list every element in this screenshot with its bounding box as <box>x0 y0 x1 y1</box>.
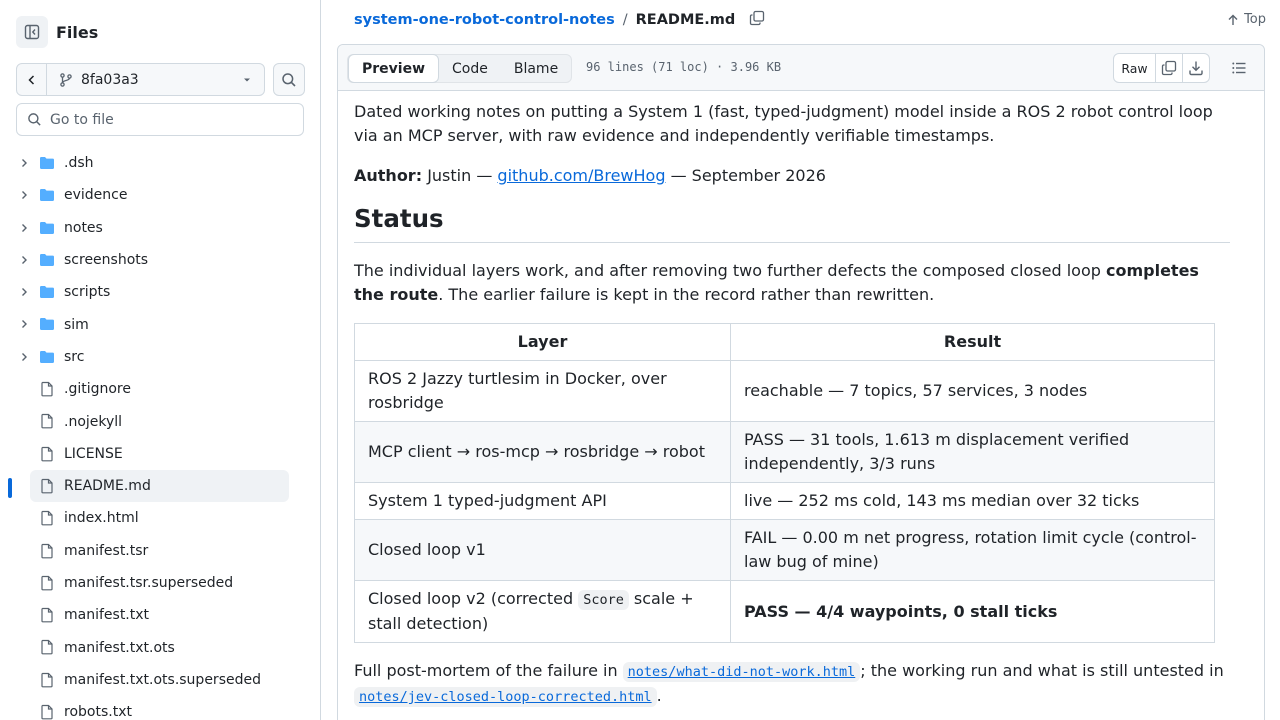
readme-content <box>354 100 1230 720</box>
folder-icon <box>39 155 55 171</box>
tree-file-item[interactable] <box>0 631 320 663</box>
result-cell: reachable — 7 topics, 57 services, 3 nodes <box>731 361 1215 422</box>
postmortem-text: . <box>656 686 662 705</box>
branch-back-button[interactable] <box>17 64 47 95</box>
list-unordered-icon <box>1231 60 1247 76</box>
postmortem-paragraph <box>354 659 1230 709</box>
table-row <box>355 361 1215 422</box>
closed-loop-corrected-link[interactable] <box>354 686 657 705</box>
folder-icon <box>39 284 55 300</box>
tree-file-item[interactable] <box>0 664 320 696</box>
folder-icon <box>39 187 55 203</box>
file-header <box>338 45 1264 91</box>
intro-paragraph: Dated working notes on putting a System 1 (fast, typed-judgment) model inside a ROS 2 robot control loop via an MCP server, with raw evidence and independently verifiable timestamps. <box>354 102 1213 145</box>
file-icon <box>39 543 55 559</box>
tree-file-item[interactable] <box>0 535 320 567</box>
tree-folder-item[interactable] <box>0 212 320 244</box>
chevron-right-icon[interactable] <box>18 318 30 330</box>
git-branch-icon <box>59 73 73 87</box>
layer-text: Closed loop v2 (corrected <box>368 589 579 608</box>
branch-picker <box>16 63 265 96</box>
tree-item-label: manifest.tsr <box>64 542 149 559</box>
file-icon <box>39 607 55 623</box>
what-did-not-work-link[interactable] <box>623 661 861 680</box>
layer-cell <box>355 581 731 643</box>
folder-icon <box>39 252 55 268</box>
sidebar-title: Files <box>56 22 99 42</box>
go-to-file-input[interactable] <box>50 112 290 128</box>
author-name: Justin — <box>427 166 493 185</box>
tree-item-label: sim <box>64 316 89 333</box>
tree-item-label: LICENSE <box>64 445 123 462</box>
tree-item-label: .dsh <box>64 155 94 172</box>
arrow-up-icon <box>1227 14 1239 26</box>
copy-raw-button[interactable] <box>1155 54 1182 82</box>
view-mode-tabs <box>347 54 572 83</box>
download-icon <box>1188 60 1204 76</box>
file-icon <box>39 704 55 720</box>
author-date: — September 2026 <box>670 166 826 185</box>
inline-code: notes/what-did-not-work.html <box>623 662 861 682</box>
tree-folder-item[interactable] <box>0 276 320 308</box>
tree-file-item[interactable] <box>0 567 320 599</box>
tree-folder-item[interactable] <box>0 179 320 211</box>
author-github-link[interactable]: github.com/BrewHog <box>497 166 666 185</box>
file-icon <box>39 575 55 591</box>
tree-file-item[interactable] <box>0 696 320 720</box>
copy-icon <box>1161 60 1177 76</box>
chevron-right-icon[interactable] <box>18 189 30 201</box>
table-header-layer: Layer <box>355 324 731 361</box>
file-meta: 96 lines (71 loc) · 3.96 KB <box>586 60 782 74</box>
search-icon <box>27 112 42 127</box>
tree-item-label: screenshots <box>64 252 149 269</box>
branch-name: 8fa03a3 <box>81 71 139 88</box>
table-header-result: Result <box>731 324 1215 361</box>
tree-file-item[interactable] <box>0 405 320 437</box>
chevron-left-icon <box>26 74 38 86</box>
status-text: . The earlier failure is kept in the record rather than rewritten. <box>438 285 935 304</box>
inline-code: notes/jev-closed-loop-corrected.html <box>354 687 657 707</box>
copy-path-button[interactable] <box>749 10 765 30</box>
chevron-right-icon[interactable] <box>18 286 30 298</box>
file-icon <box>39 639 55 655</box>
tree-item-label: index.html <box>64 510 139 527</box>
breadcrumb <box>354 10 765 30</box>
author-line <box>354 164 1230 188</box>
repo-link[interactable]: system-one-robot-control-notes <box>354 12 615 28</box>
branch-select-button[interactable] <box>47 64 264 95</box>
tree-item-label: manifest.txt <box>64 607 150 624</box>
file-actions <box>1113 53 1210 83</box>
table-row <box>355 581 1215 643</box>
tab-preview[interactable]: Preview <box>348 54 439 83</box>
status-text: The individual layers work, and after removing two further defects the composed closed loop <box>354 261 1106 280</box>
active-item-indicator <box>8 478 12 498</box>
tree-folder-item[interactable] <box>0 341 320 373</box>
status-table <box>354 323 1215 643</box>
tree-item-label: src <box>64 348 85 365</box>
result-cell: PASS — 31 tools, 1.613 m displacement verified independently, 3/3 runs <box>731 422 1215 483</box>
layer-cell: MCP client → ros-mcp → rosbridge → robot <box>355 422 731 483</box>
postmortem-text: Full post-mortem of the failure in <box>354 661 623 680</box>
tree-item-label: evidence <box>64 187 128 204</box>
collapse-sidebar-button[interactable] <box>16 16 48 48</box>
chevron-right-icon[interactable] <box>18 351 30 363</box>
tree-file-item[interactable] <box>0 438 320 470</box>
file-icon <box>39 672 55 688</box>
folder-icon <box>39 349 55 365</box>
file-tree <box>0 147 320 720</box>
top-bar <box>321 0 1280 43</box>
search-button[interactable] <box>273 63 305 96</box>
inline-code: Score <box>578 590 629 610</box>
layer-text: scale + stall detection) <box>368 589 694 633</box>
tree-file-item[interactable] <box>0 599 320 631</box>
layer-cell: System 1 typed-judgment API <box>355 483 731 520</box>
status-heading: Status <box>354 204 1230 243</box>
result-bold-text: PASS — 4/4 waypoints, 0 stall ticks <box>744 601 1058 621</box>
raw-button[interactable]: Raw <box>1121 60 1148 76</box>
file-tree-sidebar <box>0 0 321 720</box>
file-icon <box>39 381 55 397</box>
tree-item-label: .nojekyll <box>64 413 123 430</box>
author-label: Author: <box>354 166 423 185</box>
outline-button[interactable] <box>1224 53 1254 83</box>
file-icon <box>39 478 55 494</box>
tree-item-label: manifest.txt.ots.superseded <box>64 671 261 688</box>
tree-folder-item[interactable] <box>0 147 320 179</box>
tree-item-label: .gitignore <box>64 381 131 398</box>
go-to-file-box <box>16 103 304 136</box>
tree-folder-item[interactable] <box>0 244 320 276</box>
chevron-right-icon[interactable] <box>18 157 30 169</box>
postmortem-text: ; the working run and what is still untested in <box>860 661 1224 680</box>
result-cell: FAIL — 0.00 m net progress, rotation limit cycle (control-law bug of mine) <box>731 520 1215 581</box>
sidebar-header <box>16 16 98 48</box>
download-button[interactable] <box>1182 54 1209 82</box>
copy-icon <box>749 10 765 26</box>
tree-item-label: robots.txt <box>64 704 132 720</box>
main-content <box>321 0 1280 720</box>
tree-item-label: manifest.txt.ots <box>64 639 175 656</box>
status-bold-text: completes the route <box>354 261 1199 304</box>
tree-file-item[interactable] <box>0 470 320 502</box>
result-cell: live — 252 ms cold, 143 ms median over 32 ticks <box>731 483 1215 520</box>
breadcrumb-separator: / <box>622 12 628 28</box>
tree-item-label: README.md <box>64 478 151 495</box>
chevron-right-icon[interactable] <box>18 222 30 234</box>
tab-code[interactable]: Code <box>452 60 488 77</box>
tree-item-label: scripts <box>64 284 111 301</box>
file-icon <box>39 446 55 462</box>
tree-file-item[interactable] <box>0 373 320 405</box>
table-row <box>355 520 1215 581</box>
top-link[interactable] <box>1227 12 1266 27</box>
tree-item-label: manifest.tsr.superseded <box>64 575 234 591</box>
folder-icon <box>39 220 55 236</box>
file-icon <box>39 510 55 526</box>
current-file-name: README.md <box>635 12 736 28</box>
caret-down-icon <box>242 75 252 85</box>
search-icon <box>281 72 297 88</box>
result-cell <box>731 581 1215 643</box>
file-icon <box>39 413 55 429</box>
layer-cell: Closed loop v1 <box>355 520 731 581</box>
table-row <box>355 483 1215 520</box>
sidebar-collapse-icon <box>24 24 40 40</box>
tree-folder-item[interactable] <box>0 308 320 340</box>
tab-blame[interactable]: Blame <box>513 60 559 77</box>
layer-cell: ROS 2 Jazzy turtlesim in Docker, over rosbridge <box>355 361 731 422</box>
folder-icon <box>39 316 55 332</box>
tree-item-label: notes <box>64 219 103 236</box>
chevron-right-icon[interactable] <box>18 254 30 266</box>
status-paragraph <box>354 259 1230 307</box>
table-row <box>355 422 1215 483</box>
tree-file-item[interactable] <box>0 502 320 534</box>
top-label: Top <box>1244 12 1266 27</box>
